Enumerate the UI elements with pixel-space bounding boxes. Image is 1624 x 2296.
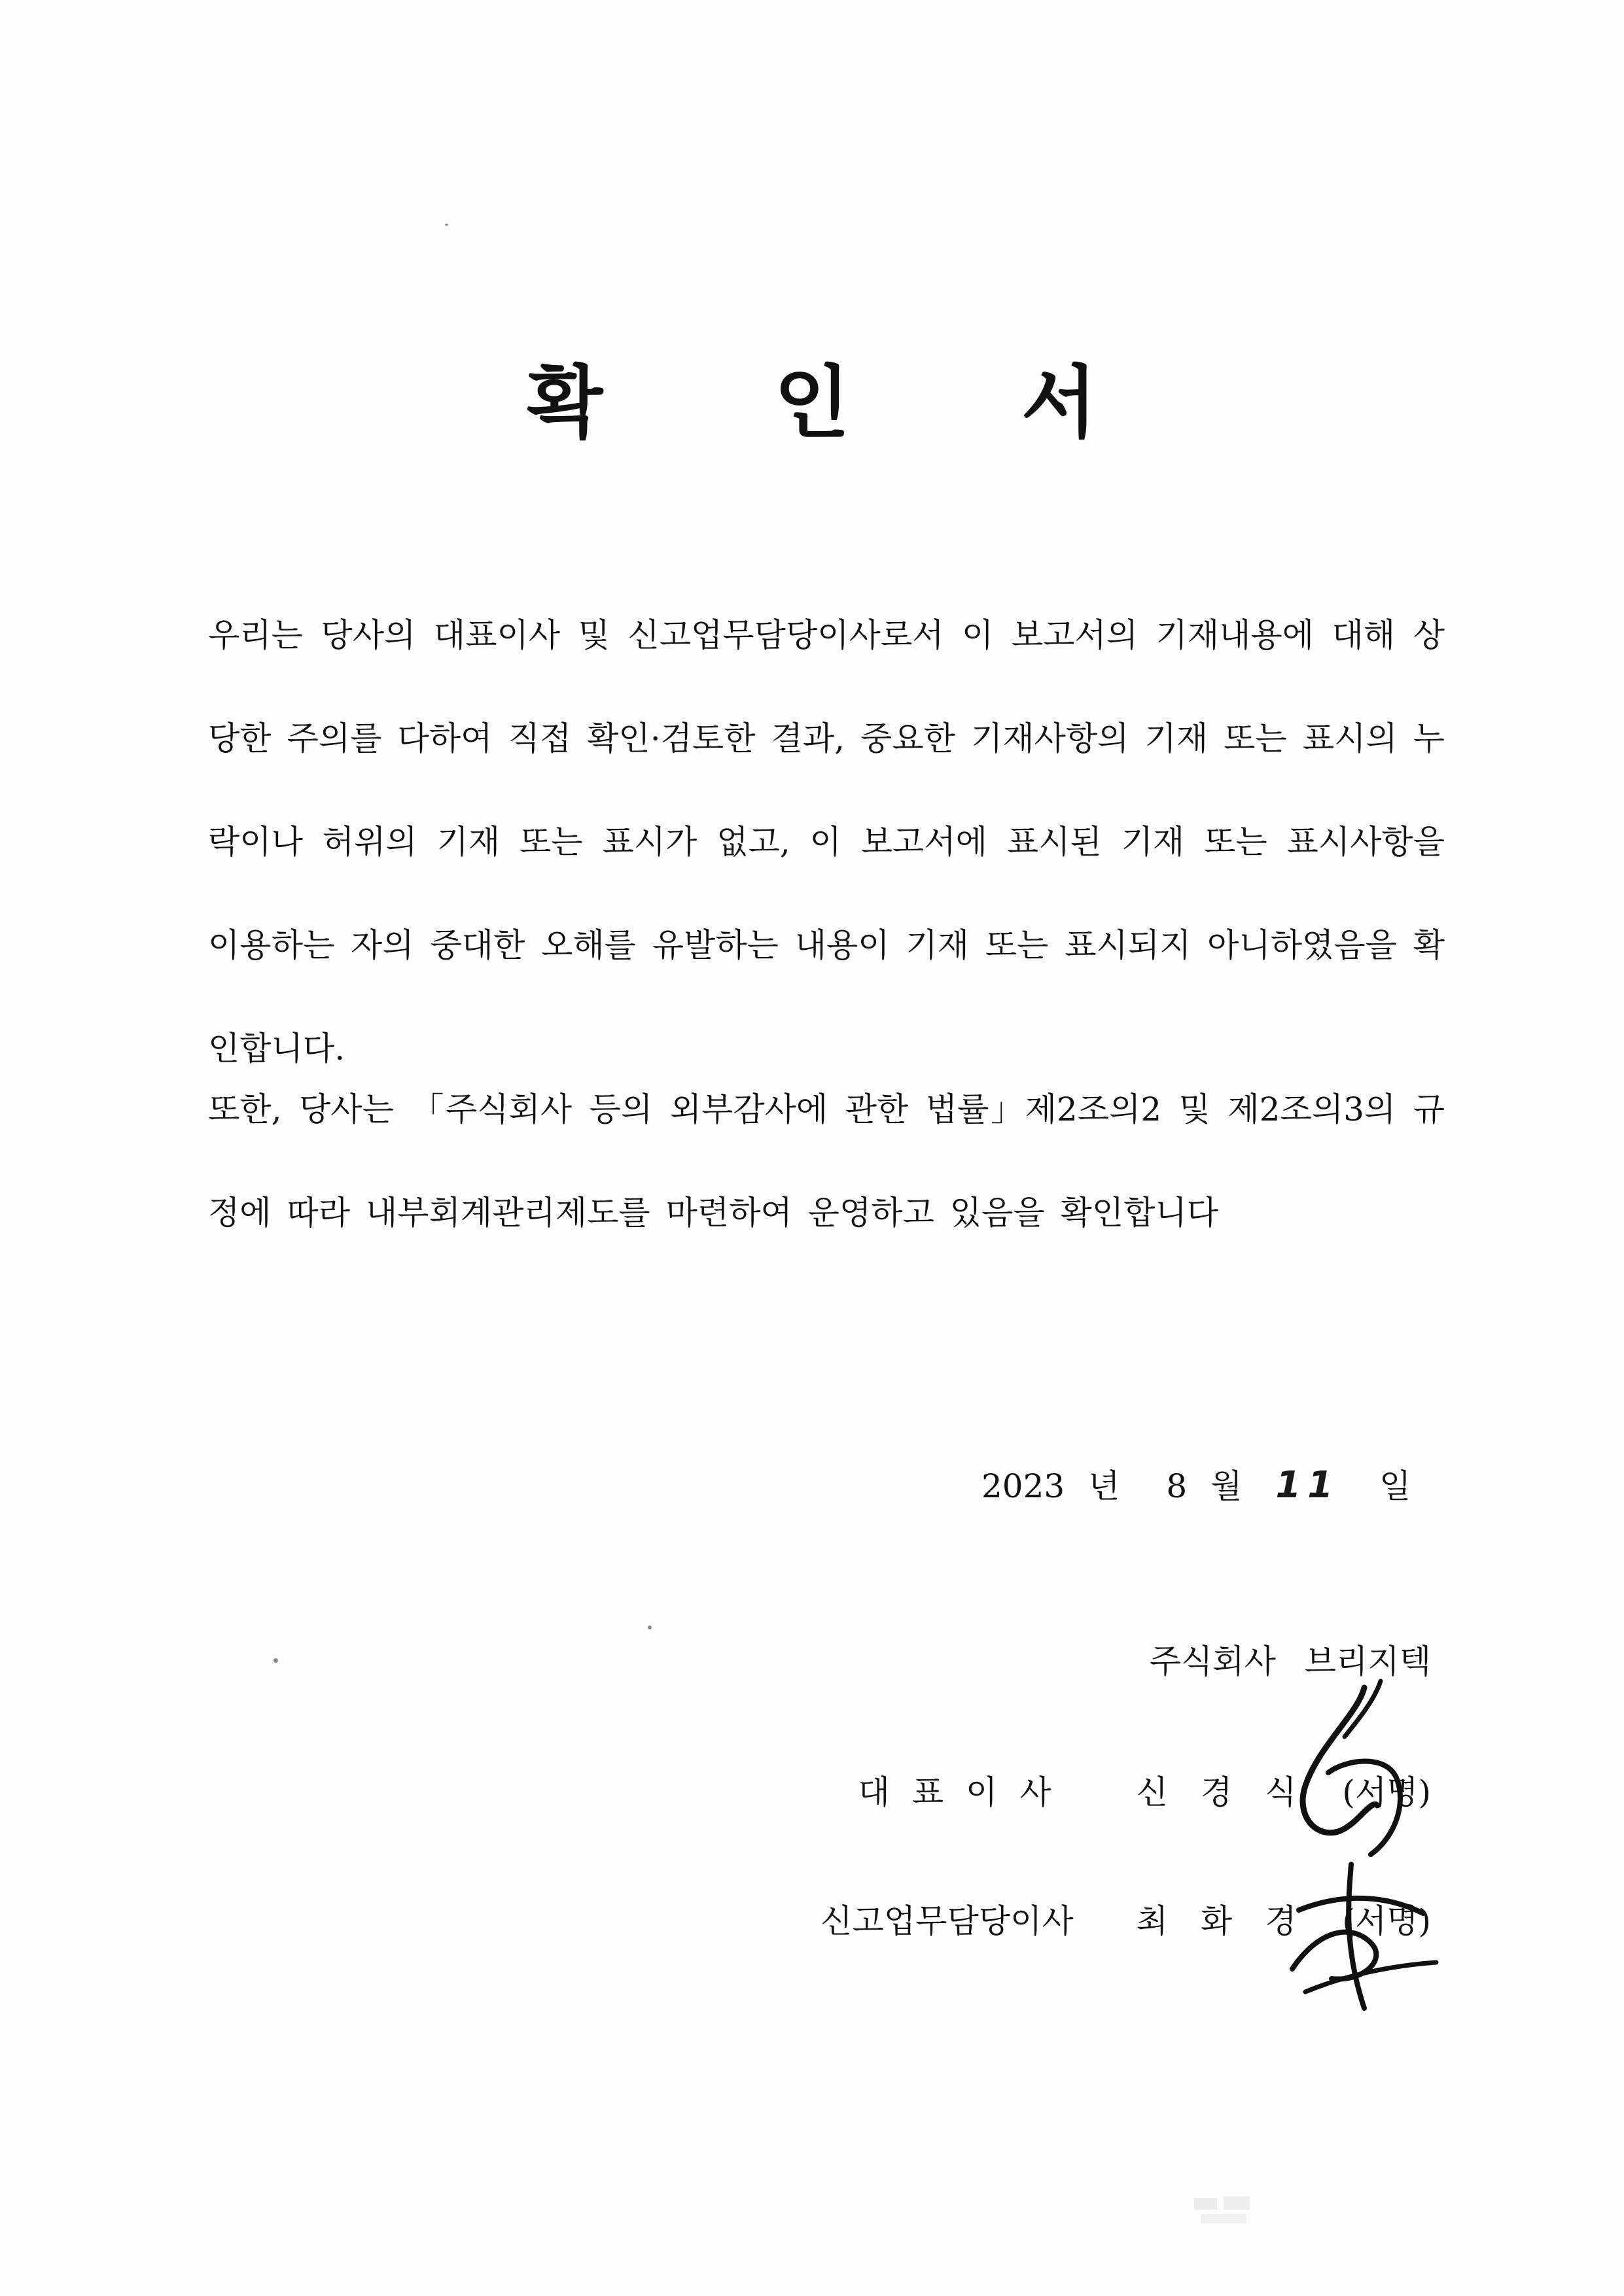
signatory-name: 신경식 [1136,1773,1330,1811]
signatory-reporting-director [821,1895,1431,1942]
signatory-role: 대표이사 [858,1773,1074,1811]
document-date [981,1460,1411,1507]
scan-speck [648,1626,652,1629]
date-year: 2023 [981,1467,1065,1505]
document-title: 확 인 서 [527,358,1169,449]
signatory-ceo [858,1766,1431,1813]
company-name: 주식회사 브리지텍 [1149,1643,1431,1680]
signature-label: (서명) [1342,1902,1431,1940]
signatory-name: 최화경 [1136,1902,1330,1940]
scan-speck [445,224,448,226]
signatory-role: 신고업무담당이사 [821,1902,1074,1940]
scan-speck [274,1658,278,1663]
date-day-label: 일 [1379,1467,1411,1505]
confirmation-paragraph: 우리는 당사의 대표이사 및 신고업무담당이사로서 이 보고서의 기재내용에 대해 상당한 주의를 다하여 직접 확인·검토한 결과, 중요한 기재사항의 기재 또는 표시의 누락이나 허위의 기재 또는 표시가 없고, 이 보고서에 표시된 기재 또는 표시사항을 이용하는 자의 중대한 오해를 유발하는 내용이 기재 또는 표시되지 아니하였음을 확인합니다. [208,616,1445,1068]
date-month: 8 [1166,1467,1188,1505]
signature-label: (서명) [1342,1773,1431,1811]
faint-stamp-mark [1188,2191,1279,2231]
date-month-label: 월 [1210,1467,1243,1505]
date-day-handwritten: 11 [1275,1464,1340,1506]
internal-control-paragraph: 또한, 당사는 「주식회사 등의 외부감사에 관한 법률」제2조의2 및 제2조의3의 규정에 따라 내부회계관리제도를 마련하여 운영하고 있음을 확인합니다 [208,1090,1445,1232]
date-year-label: 년 [1088,1467,1120,1505]
